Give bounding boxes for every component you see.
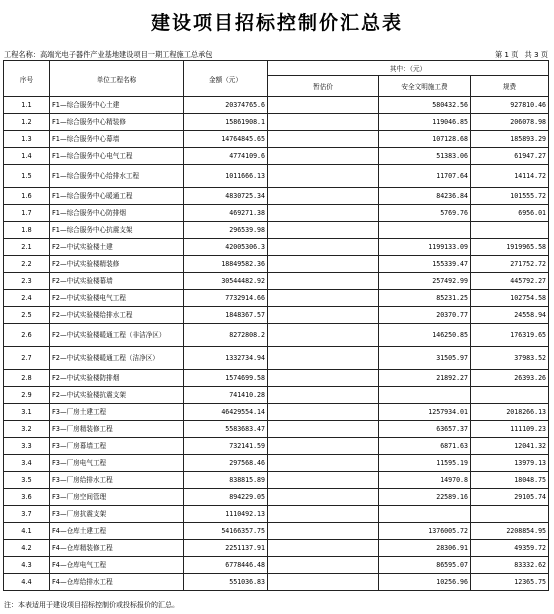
row-name: F1—综合服务中心给排水工程 xyxy=(50,165,184,188)
row-name: F2—中试实验楼给排水工程 xyxy=(50,307,184,324)
table-row xyxy=(4,148,549,165)
row-amount: 54166357.75 xyxy=(184,523,268,540)
row-provisional xyxy=(268,523,379,540)
row-amount: 1332734.94 xyxy=(184,347,268,370)
row-fees: 102754.58 xyxy=(471,290,549,307)
row-amount: 14764845.65 xyxy=(184,131,268,148)
row-seq: 3.2 xyxy=(4,421,50,438)
row-seq: 4.2 xyxy=(4,540,50,557)
row-fees xyxy=(471,387,549,404)
row-fees: 6956.01 xyxy=(471,205,549,222)
table-row xyxy=(4,165,549,188)
row-seq: 1.3 xyxy=(4,131,50,148)
row-fees: 2018266.13 xyxy=(471,404,549,421)
row-seq: 1.5 xyxy=(4,165,50,188)
row-safety: 28306.91 xyxy=(379,540,471,557)
row-amount: 6778446.48 xyxy=(184,557,268,574)
row-seq: 3.7 xyxy=(4,506,50,523)
row-safety: 11595.19 xyxy=(379,455,471,472)
row-safety: 63657.37 xyxy=(379,421,471,438)
col-header-provisional: 暂估价 xyxy=(268,76,379,97)
summary-table xyxy=(3,60,549,591)
row-provisional xyxy=(268,239,379,256)
table-row xyxy=(4,438,549,455)
row-fees: 12041.32 xyxy=(471,438,549,455)
table-row xyxy=(4,523,549,540)
row-amount: 838815.89 xyxy=(184,472,268,489)
row-safety: 22589.16 xyxy=(379,489,471,506)
row-safety: 5769.76 xyxy=(379,205,471,222)
row-seq: 3.1 xyxy=(4,404,50,421)
table-row xyxy=(4,574,549,591)
row-seq: 2.3 xyxy=(4,273,50,290)
row-provisional xyxy=(268,370,379,387)
row-seq: 1.2 xyxy=(4,114,50,131)
row-name: F2—中试实验楼抗震支架 xyxy=(50,387,184,404)
row-seq: 2.2 xyxy=(4,256,50,273)
row-fees: 206078.98 xyxy=(471,114,549,131)
row-seq: 4.1 xyxy=(4,523,50,540)
row-fees: 83332.62 xyxy=(471,557,549,574)
table-row xyxy=(4,256,549,273)
row-provisional xyxy=(268,273,379,290)
row-name: F1—综合服务中心幕墙 xyxy=(50,131,184,148)
row-fees: 185893.29 xyxy=(471,131,549,148)
row-name: F4—仓库电气工程 xyxy=(50,557,184,574)
row-seq: 2.1 xyxy=(4,239,50,256)
row-name: F2—中试实验楼防排烟 xyxy=(50,370,184,387)
row-fees: 49359.72 xyxy=(471,540,549,557)
page-indicator xyxy=(489,50,548,60)
row-provisional xyxy=(268,205,379,222)
row-seq: 2.5 xyxy=(4,307,50,324)
table-row xyxy=(4,273,549,290)
row-safety: 580432.56 xyxy=(379,97,471,114)
row-provisional xyxy=(268,165,379,188)
row-seq: 1.8 xyxy=(4,222,50,239)
table-row xyxy=(4,114,549,131)
row-amount: 46429554.14 xyxy=(184,404,268,421)
row-fees: 18048.75 xyxy=(471,472,549,489)
row-provisional xyxy=(268,347,379,370)
row-name: F2—中试实验楼暖通工程（洁净区） xyxy=(50,347,184,370)
row-fees: 24558.94 xyxy=(471,307,549,324)
row-fees: 13979.13 xyxy=(471,455,549,472)
row-provisional xyxy=(268,489,379,506)
table-body xyxy=(4,97,549,591)
row-safety: 84236.84 xyxy=(379,188,471,205)
col-header-seq: 序号 xyxy=(4,61,50,97)
table-row xyxy=(4,455,549,472)
row-provisional xyxy=(268,540,379,557)
row-amount: 551036.83 xyxy=(184,574,268,591)
row-fees: 2208854.95 xyxy=(471,523,549,540)
row-amount: 1110492.13 xyxy=(184,506,268,523)
row-provisional xyxy=(268,148,379,165)
row-amount: 20374765.6 xyxy=(184,97,268,114)
row-name: F2—中试实验楼暖通工程（非洁净区） xyxy=(50,324,184,347)
row-safety: 51383.06 xyxy=(379,148,471,165)
table-row xyxy=(4,307,549,324)
table-row xyxy=(4,324,549,347)
row-safety: 1257934.01 xyxy=(379,404,471,421)
row-safety: 6871.63 xyxy=(379,438,471,455)
row-amount: 741410.28 xyxy=(184,387,268,404)
row-provisional xyxy=(268,131,379,148)
row-amount: 297568.46 xyxy=(184,455,268,472)
row-safety: 1376005.72 xyxy=(379,523,471,540)
row-fees: 29105.74 xyxy=(471,489,549,506)
row-name: F3—厂房土建工程 xyxy=(50,404,184,421)
row-safety xyxy=(379,506,471,523)
row-amount: 30544482.92 xyxy=(184,273,268,290)
page-total: 共 3 页 xyxy=(524,50,548,59)
row-fees: 101555.72 xyxy=(471,188,549,205)
row-name: F3—厂房幕墙工程 xyxy=(50,438,184,455)
row-amount: 469271.38 xyxy=(184,205,268,222)
table-row xyxy=(4,97,549,114)
table-row xyxy=(4,370,549,387)
row-seq: 1.4 xyxy=(4,148,50,165)
row-fees xyxy=(471,222,549,239)
row-name: F1—综合服务中心抗震支架 xyxy=(50,222,184,239)
row-seq: 2.9 xyxy=(4,387,50,404)
col-header-group: 其中：（元） xyxy=(268,61,549,76)
row-amount: 2251137.91 xyxy=(184,540,268,557)
row-provisional xyxy=(268,472,379,489)
page-number: 第 1 页 xyxy=(494,50,519,59)
row-seq: 1.6 xyxy=(4,188,50,205)
row-fees: 14114.72 xyxy=(471,165,549,188)
row-safety: 85231.25 xyxy=(379,290,471,307)
row-safety: 257492.99 xyxy=(379,273,471,290)
row-seq: 3.4 xyxy=(4,455,50,472)
table-row xyxy=(4,188,549,205)
row-provisional xyxy=(268,455,379,472)
row-seq: 4.3 xyxy=(4,557,50,574)
row-provisional xyxy=(268,387,379,404)
row-provisional xyxy=(268,404,379,421)
table-row xyxy=(4,290,549,307)
row-safety: 1199133.09 xyxy=(379,239,471,256)
row-safety: 11707.64 xyxy=(379,165,471,188)
row-safety: 21892.27 xyxy=(379,370,471,387)
row-seq: 2.6 xyxy=(4,324,50,347)
row-fees xyxy=(471,506,549,523)
table-row xyxy=(4,506,549,523)
row-amount: 8272808.2 xyxy=(184,324,268,347)
table-row xyxy=(4,557,549,574)
row-name: F1—综合服务中心暖通工程 xyxy=(50,188,184,205)
row-provisional xyxy=(268,574,379,591)
row-name: F4—仓库土建工程 xyxy=(50,523,184,540)
row-name: F4—仓库给排水工程 xyxy=(50,574,184,591)
row-seq: 3.5 xyxy=(4,472,50,489)
row-amount: 18849582.36 xyxy=(184,256,268,273)
row-provisional xyxy=(268,307,379,324)
row-name: F2—中试实验楼电气工程 xyxy=(50,290,184,307)
project-name: 工程名称：高端光电子器件产业基地建设项目一期工程施工总承包 xyxy=(4,50,213,59)
row-seq: 2.8 xyxy=(4,370,50,387)
row-provisional xyxy=(268,438,379,455)
row-provisional xyxy=(268,290,379,307)
row-provisional xyxy=(268,114,379,131)
row-safety: 119046.85 xyxy=(379,114,471,131)
row-seq: 2.7 xyxy=(4,347,50,370)
row-name: F2—中试实验楼土建 xyxy=(50,239,184,256)
row-seq: 2.4 xyxy=(4,290,50,307)
row-seq: 4.4 xyxy=(4,574,50,591)
row-provisional xyxy=(268,188,379,205)
row-provisional xyxy=(268,506,379,523)
row-safety: 146250.85 xyxy=(379,324,471,347)
row-fees: 111109.23 xyxy=(471,421,549,438)
table-row xyxy=(4,222,549,239)
row-safety: 14970.8 xyxy=(379,472,471,489)
row-provisional xyxy=(268,557,379,574)
row-name: F1—综合服务中心精装修 xyxy=(50,114,184,131)
row-amount: 1574699.58 xyxy=(184,370,268,387)
row-fees: 927810.46 xyxy=(471,97,549,114)
row-name: F1—综合服务中心土建 xyxy=(50,97,184,114)
table-row xyxy=(4,131,549,148)
row-amount: 42005306.3 xyxy=(184,239,268,256)
row-provisional xyxy=(268,97,379,114)
row-name: F2—中试实验楼幕墙 xyxy=(50,273,184,290)
row-provisional xyxy=(268,421,379,438)
row-amount: 732141.59 xyxy=(184,438,268,455)
row-fees: 26393.26 xyxy=(471,370,549,387)
table-row xyxy=(4,239,549,256)
col-header-amount: 金额（元） xyxy=(184,61,268,97)
row-amount: 15861908.1 xyxy=(184,114,268,131)
table-row xyxy=(4,387,549,404)
row-safety: 10256.96 xyxy=(379,574,471,591)
row-seq: 1.7 xyxy=(4,205,50,222)
row-safety: 20370.77 xyxy=(379,307,471,324)
row-name: F3—厂房电气工程 xyxy=(50,455,184,472)
table-row xyxy=(4,205,549,222)
row-name: F1—综合服务中心电气工程 xyxy=(50,148,184,165)
col-header-fees: 规费 xyxy=(471,76,549,97)
row-provisional xyxy=(268,256,379,273)
row-safety: 31505.97 xyxy=(379,347,471,370)
row-seq: 3.6 xyxy=(4,489,50,506)
col-header-name: 单位工程名称 xyxy=(50,61,184,97)
row-amount: 1011666.13 xyxy=(184,165,268,188)
row-fees: 445792.27 xyxy=(471,273,549,290)
row-amount: 894229.05 xyxy=(184,489,268,506)
row-seq: 1.1 xyxy=(4,97,50,114)
row-amount: 7732914.66 xyxy=(184,290,268,307)
row-safety: 86595.07 xyxy=(379,557,471,574)
row-provisional xyxy=(268,324,379,347)
row-amount: 4830725.34 xyxy=(184,188,268,205)
row-amount: 5583683.47 xyxy=(184,421,268,438)
row-fees: 37983.52 xyxy=(471,347,549,370)
row-amount: 296539.98 xyxy=(184,222,268,239)
table-row xyxy=(4,404,549,421)
row-safety: 155339.47 xyxy=(379,256,471,273)
row-name: F3—厂房精装修工程 xyxy=(50,421,184,438)
row-safety xyxy=(379,222,471,239)
table-row xyxy=(4,421,549,438)
document-title: 建设项目招标控制价汇总表 xyxy=(150,12,403,34)
table-row xyxy=(4,472,549,489)
row-safety: 107128.68 xyxy=(379,131,471,148)
row-name: F4—仓库精装修工程 xyxy=(50,540,184,557)
col-header-safety: 安全文明施工费 xyxy=(379,76,471,97)
table-row xyxy=(4,347,549,370)
table-row xyxy=(4,489,549,506)
row-fees: 176319.65 xyxy=(471,324,549,347)
footnote: 注：本表适用于建设项目招标控制价或投标报价的汇总。 xyxy=(4,601,179,609)
table-row xyxy=(4,540,549,557)
row-name: F3—厂房抗震支架 xyxy=(50,506,184,523)
row-safety xyxy=(379,387,471,404)
row-seq: 3.3 xyxy=(4,438,50,455)
row-amount: 1848367.57 xyxy=(184,307,268,324)
row-name: F3—厂房给排水工程 xyxy=(50,472,184,489)
row-fees: 61947.27 xyxy=(471,148,549,165)
row-fees: 271752.72 xyxy=(471,256,549,273)
row-amount: 4774109.6 xyxy=(184,148,268,165)
row-name: F1—综合服务中心防排烟 xyxy=(50,205,184,222)
row-name: F3—厂房空间管理 xyxy=(50,489,184,506)
row-fees: 12365.75 xyxy=(471,574,549,591)
row-name: F2—中试实验楼精装修 xyxy=(50,256,184,273)
row-provisional xyxy=(268,222,379,239)
row-fees: 1919965.58 xyxy=(471,239,549,256)
